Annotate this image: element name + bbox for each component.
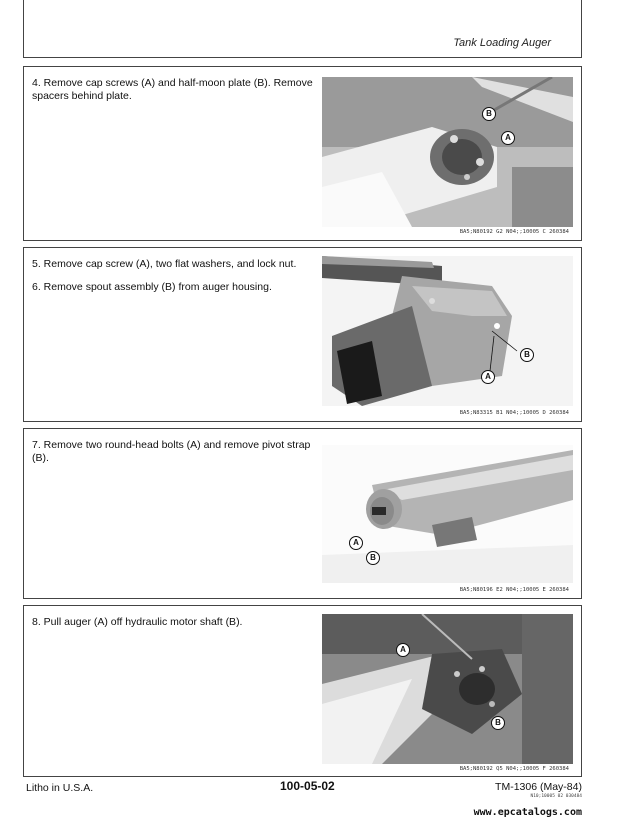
- step-7-text: [32, 439, 322, 475]
- callout-a-label: A: [485, 372, 491, 381]
- step-7-photo: [322, 445, 573, 583]
- step-5-text: [32, 258, 322, 304]
- callout-b-label: B: [524, 350, 530, 359]
- step-5-instruction: 5. Remove cap screw (A), two flat washers, and lock nut.: [32, 258, 297, 270]
- step-7-photo-code: BA5;N80196 E2 N04;;10005 E 260384: [459, 587, 569, 593]
- step-4-photo: [322, 77, 573, 227]
- callout-a-label: A: [400, 645, 406, 654]
- step-5-panel: [23, 247, 582, 422]
- step-8-text: [32, 616, 322, 639]
- step-5-photo: [322, 256, 573, 406]
- step-4-photo-code: BA5;N80192 G2 N04;;10005 C 260384: [459, 229, 569, 235]
- callout-a-label: A: [505, 133, 511, 142]
- step-7-panel: [23, 428, 582, 599]
- callout-a-marker: [349, 536, 363, 550]
- callout-b-label: B: [486, 109, 492, 118]
- page-title: Tank Loading Auger: [453, 37, 551, 49]
- page-header: [23, 0, 582, 58]
- callout-b-marker: [366, 551, 380, 565]
- step-8-instruction: 8. Pull auger (A) off hydraulic motor shaft (B).: [32, 616, 243, 628]
- step-8-photo-code: BA5;N80192 Q5 N04;;10005 F 260384: [459, 766, 569, 772]
- callout-b-marker: [491, 716, 505, 730]
- footer-print-location: Litho in U.S.A.: [26, 782, 94, 794]
- footer-page-number: 100-05-02: [280, 779, 335, 793]
- callout-a-marker: [501, 131, 515, 145]
- callout-b-label: B: [370, 553, 376, 562]
- step-4-panel: [23, 66, 582, 241]
- watermark-link[interactable]: www.epcatalogs.com: [473, 807, 582, 818]
- step-7-instruction: 7. Remove two round-head bolts (A) and remove pivot strap (B).: [32, 439, 311, 464]
- step-4-instruction: 4. Remove cap screws (A) and half-moon plate (B). Remove spacers behind plate.: [32, 77, 313, 102]
- step-8-photo: [322, 614, 573, 764]
- callout-b-label: B: [495, 718, 501, 727]
- callout-a-label: A: [353, 538, 359, 547]
- callout-a-marker: [396, 643, 410, 657]
- step-4-text: [32, 77, 322, 113]
- footer-code: N10;10005 02 030484: [530, 794, 582, 799]
- footer-manual-id: TM-1306 (May-84): [495, 781, 582, 793]
- step-8-panel: [23, 605, 582, 777]
- callout-b-marker: [520, 348, 534, 362]
- callout-a-marker: [481, 370, 495, 384]
- step-6-instruction: 6. Remove spout assembly (B) from auger housing.: [32, 281, 272, 293]
- callout-b-marker: [482, 107, 496, 121]
- step-5-photo-code: BA5;N83315 B1 N04;;10005 D 260384: [459, 410, 569, 416]
